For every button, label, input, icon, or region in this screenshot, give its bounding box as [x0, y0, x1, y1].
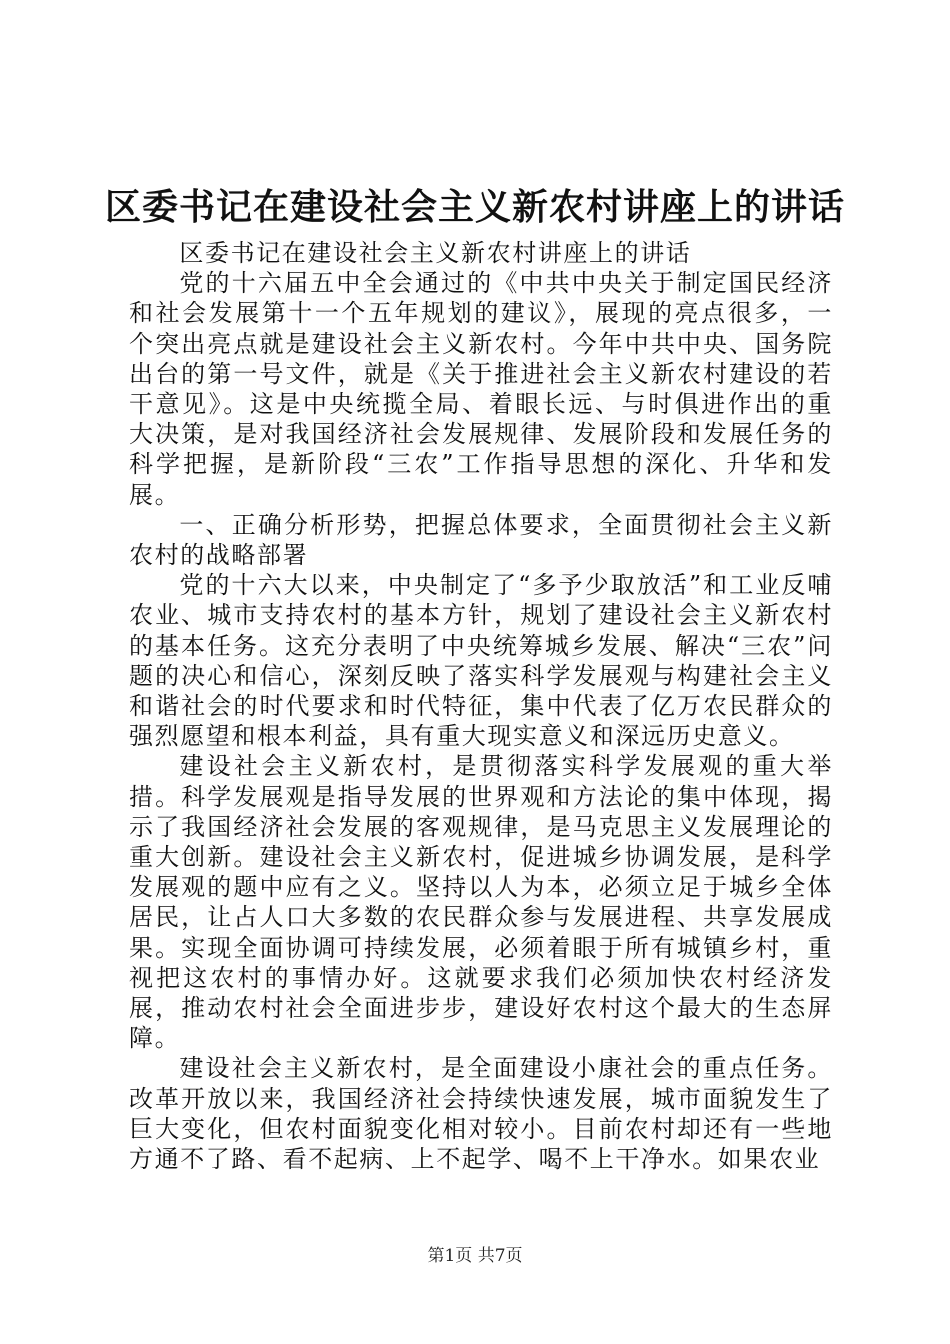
paragraph: 党的十六届五中全会通过的《中共中央关于制定国民经济和社会发展第十一个五年规划的建议》，展现的亮点很多，一个突出亮点就是建设社会主义新农村。今年中共中央、国务院出台的第一号文件，就是《关于推进社会主义新农村建设的若干意见》。这是中央统揽全局、着眼长远、与时俱进作出的重大决策，是对我国经济社会发展规律、发展阶段和发展任务的科学把握，是新阶段“三农”工作指导思想的深化、升华和发展。 — [129, 269, 833, 509]
paragraph: 区委书记在建设社会主义新农村讲座上的讲话 — [179, 239, 692, 267]
document-title: 区委书记在建设社会主义新农村讲座上的讲话 — [104, 187, 845, 228]
paragraph: 建设社会主义新农村，是全面建设小康社会的重点任务。改革开放以来，我国经济社会持续快速发展，城市面貌发生了巨大变化，但农村面貌变化相对较小。目前农村却还有一些地方通不了路、看不起病、上不起学、喝不上干净水。如果农业 — [129, 1054, 833, 1174]
paragraph: 党的十六大以来，中央制定了“多予少取放活”和工业反哺农业、城市支持农村的基本方针，规划了建设社会主义新农村的基本任务。这充分表明了中央统筹城乡发展、解决“三农”问题的决心和信心，深刻反映了落实科学发展观与构建社会主义和谐社会的时代要求和时代特征，集中代表了亿万农民群众的强烈愿望和根本利益，具有重大现实意义和深远历史意义。 — [129, 571, 833, 751]
paragraph: 建设社会主义新农村，是贯彻落实科学发展观的重大举措。科学发展观是指导发展的世界观和方法论的集中体现，揭示了我国经济社会发展的客观规律，是马克思主义发展理论的重大创新。建设社会主义新农村，促进城乡协调发展，是科学发展观的题中应有之义。坚持以人为本，必须立足于城乡全体居民，让占人口大多数的农民群众参与发展进程、共享发展成果。实现全面协调可持续发展，必须着眼于所有城镇乡村，重视把这农村的事情办好。这就要求我们必须加快农村经济发展，推动农村社会全面进步步，建设好农村这个最大的生态屏障。 — [129, 752, 833, 1053]
page-footer: 第1页 共7页 — [427, 1246, 523, 1266]
document-body — [129, 238, 833, 1174]
section-heading: 一、正确分析形势，把握总体要求，全面贯彻社会主义新农村的战略部署 — [129, 510, 833, 570]
